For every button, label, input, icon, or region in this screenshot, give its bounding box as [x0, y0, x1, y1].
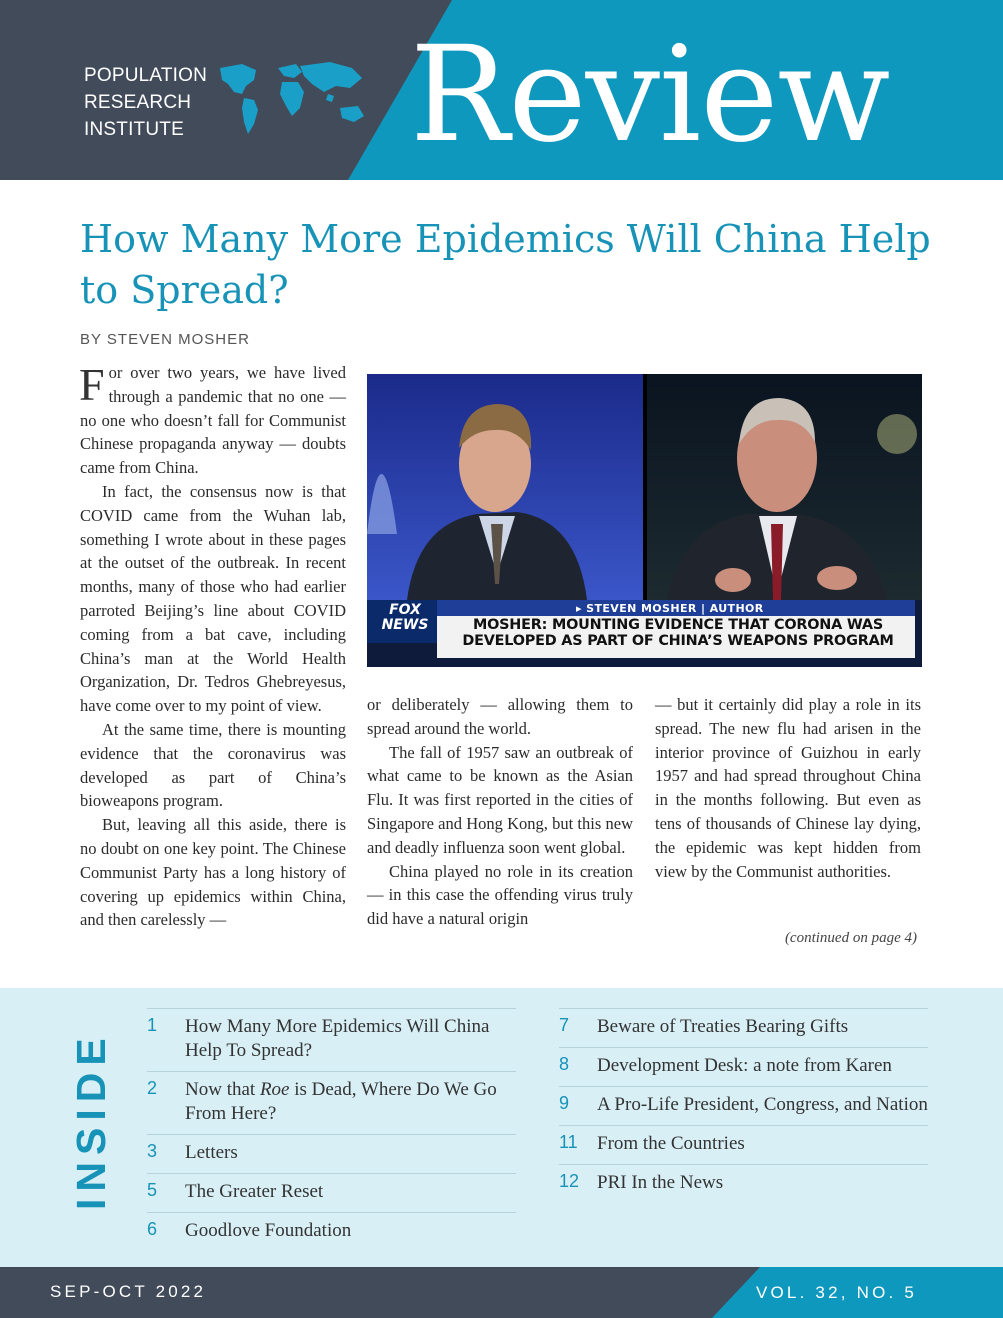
- toc-title: The Greater Reset: [185, 1181, 324, 1202]
- table-of-contents-left: [147, 1008, 516, 1251]
- toc-page-number: 9: [559, 1093, 570, 1113]
- article-byline: BY STEVEN MOSHER: [80, 331, 250, 348]
- toc-page-number: 1: [147, 1015, 158, 1035]
- toc-title: How Many More Epidemics Will China Help To Spread?: [185, 1016, 490, 1061]
- article-title: How Many More Epidemics Will China Help to Spread?: [80, 217, 931, 312]
- article-column-2: [367, 693, 633, 931]
- toc-item[interactable]: [147, 1134, 516, 1173]
- chyron-headline-line-2: DEVELOPED AS PART OF CHINA’S WEAPONS PROGRAM: [462, 633, 894, 649]
- publication-title: Review: [410, 18, 890, 172]
- article-column-3: [655, 693, 921, 883]
- toc-page-number: 5: [147, 1180, 158, 1200]
- fox-news-logo: [377, 603, 433, 633]
- toc-item[interactable]: [559, 1086, 928, 1125]
- toc-title: Letters: [185, 1142, 238, 1163]
- toc-title-part: is Dead, Where Do We Go From Here?: [185, 1079, 497, 1124]
- inside-label: INSIDE: [68, 1031, 114, 1210]
- table-of-contents-right: [559, 1008, 928, 1203]
- article-paragraph: But, leaving all this aside, there is no doubt on one key point. The Chinese Communist Party has a long history of covering up epidemics within China, and then carelessly —: [80, 815, 346, 930]
- paragraph-text: or over two years, we have lived through a pandemic that no one — no one who doesn’t fall for Communist Chinese propaganda anyway — doubts came from China.: [80, 363, 346, 478]
- toc-page-number: 6: [147, 1219, 158, 1239]
- world-map-icon: [212, 58, 374, 140]
- chyron-name-strap: ▸ STEVEN MOSHER | AUTHOR: [576, 602, 764, 615]
- article-paragraph: The fall of 1957 saw an outbreak of what came to be known as the Asian Flu. It was first reported in the cities of Singapore and Hong Kong, but this new and deadly influenza soon went global.: [367, 742, 633, 857]
- toc-item[interactable]: [559, 1164, 928, 1203]
- org-line-3: INSTITUTE: [84, 119, 184, 140]
- continued-note: (continued on page 4): [784, 930, 917, 946]
- issue-date: SEP-OCT 2022: [50, 1282, 207, 1301]
- toc-item[interactable]: [559, 1008, 928, 1047]
- toc-title: A Pro-Life President, Congress, and Nation: [597, 1094, 928, 1115]
- toc-page-number: 8: [559, 1054, 570, 1074]
- toc-title: PRI In the News: [597, 1172, 724, 1193]
- fox-logo-line-1: FOX: [389, 602, 421, 618]
- toc-title-emphasis: Roe: [259, 1079, 290, 1100]
- chyron-headline-line-1: MOSHER: MOUNTING EVIDENCE THAT CORONA WAS: [472, 617, 884, 633]
- toc-title: Beware of Treaties Bearing Gifts: [597, 1016, 849, 1037]
- toc-page-number: 11: [559, 1132, 578, 1152]
- org-line-1: POPULATION: [84, 65, 208, 86]
- toc-title: Goodlove Foundation: [185, 1220, 352, 1241]
- toc-item[interactable]: [559, 1047, 928, 1086]
- article-paragraph: or deliberately — allowing them to spread around the world.: [367, 695, 633, 738]
- article-column-1: [80, 361, 346, 932]
- toc-title: Development Desk: a note from Karen: [597, 1055, 892, 1076]
- organization-name: [84, 62, 207, 143]
- toc-page-number: 2: [147, 1078, 158, 1098]
- toc-page-number: 3: [147, 1141, 158, 1161]
- fox-logo-line-2: NEWS: [381, 617, 429, 633]
- toc-item[interactable]: [147, 1173, 516, 1212]
- article-paragraph: At the same time, there is mounting evidence that the coronavirus was developed as part of China’s bioweapons program.: [80, 719, 346, 811]
- toc-item[interactable]: [559, 1125, 928, 1164]
- toc-title: [185, 1079, 497, 1124]
- toc-item[interactable]: [147, 1071, 516, 1134]
- drop-cap: F: [79, 359, 105, 410]
- toc-title-part: Now that: [185, 1079, 260, 1100]
- article-paragraph: In fact, the consensus now is that COVID came from the Wuhan lab, something I wrote about in these pages at the outset of the outbreak. In recent months, many of those who had earlier parroted Beijing’s line about COVID coming from a bat cave, including China’s man at the World Health Organization, Dr. Tedros Ghebreyesus, have come over to my point of view.: [80, 481, 346, 716]
- org-line-2: RESEARCH: [84, 92, 192, 113]
- article-paragraph: — but it certainly did play a role in its spread. The new flu had arisen in the interior province of Guizhou in early 1957 and had spread throughout China in the months following. But even as tens of thousands of Chinese lay dying, the epidemic was kept hidden from view by the Communist authorities.: [655, 695, 921, 881]
- toc-page-number: 7: [559, 1015, 570, 1035]
- toc-item[interactable]: [147, 1212, 516, 1251]
- article-paragraph: China played no role in its creation — in this case the offending virus truly did have a natural origin: [367, 861, 633, 929]
- issue-volume: VOL. 32, NO. 5: [755, 1283, 917, 1302]
- article-paragraph: [80, 361, 346, 480]
- toc-title: From the Countries: [597, 1133, 745, 1154]
- toc-page-number: 12: [559, 1171, 580, 1191]
- toc-item[interactable]: [147, 1008, 516, 1071]
